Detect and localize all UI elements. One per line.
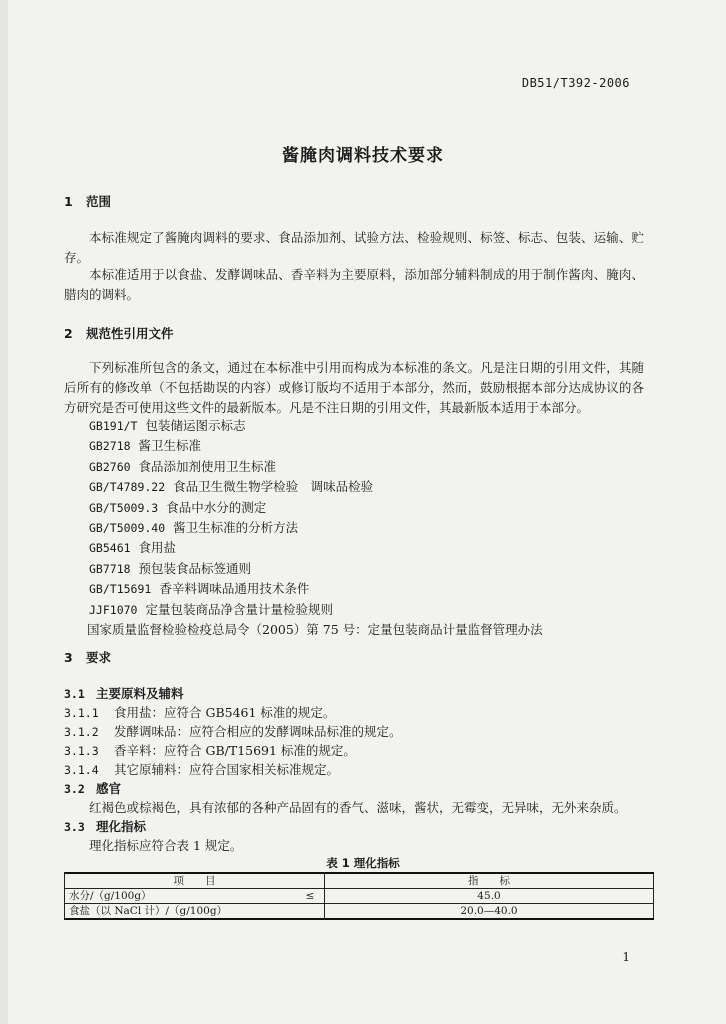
section-title: 要求 (86, 650, 112, 665)
reference-name: 食品中水分的测定 (166, 499, 267, 515)
reference-list (89, 416, 543, 640)
reference-name: 食用盐 (138, 540, 177, 556)
row-symbol: ≤ (296, 889, 325, 904)
table-header-row (65, 873, 654, 889)
clause-number: 3.1.1 (64, 706, 99, 720)
subsection-title: 感官 (96, 781, 122, 796)
section-1-heading (64, 192, 111, 210)
reference-item (89, 436, 543, 456)
reference-name: 国家质量监督检验检疫总局令（2005）第 75 号：定量包装商品计量监督管理办法 (87, 622, 543, 638)
scope-paragraph-1: 本标准规定了酱腌肉调料的要求、食品添加剂、试验方法、检验规则、标签、标志、包装、运输、贮存。 (64, 230, 644, 265)
subsection-3-2 (64, 779, 121, 797)
subsection-3-1 (64, 684, 184, 702)
page-number: 1 (622, 950, 630, 964)
reference-code: GB/T15691 (89, 582, 152, 597)
table-row (65, 904, 654, 920)
reference-item (89, 498, 543, 518)
reference-item (89, 416, 543, 436)
section-number: 3 (64, 650, 73, 665)
header-value: 指 标 (325, 873, 654, 889)
clause-number: 3.1.3 (64, 744, 99, 758)
clause-text: 食用盐：应符合 GB5461 标准的规定。 (114, 705, 336, 720)
references-intro: 下列标准所包含的条文，通过在本标准中引用而构成为本标准的条文。凡是注日期的引用文件，其随后所有的修改单（不包括勘误的内容）或修订版均不适用于本部分，然而，鼓励根据本部分达成协议的各方研究是否可使用这些文件的最新版本。凡是不注日期的引用文件，其最新版本适用于本部分。 (64, 360, 644, 415)
reference-item (89, 477, 543, 497)
clause-text: 发酵调味品：应符合相应的发酵调味品标准的规定。 (114, 724, 402, 739)
section-2-heading (64, 324, 174, 342)
reference-code: GB191/T (89, 419, 138, 433)
subsection-number: 3.3 (64, 820, 85, 834)
reference-name: 酱卫生标准 (138, 438, 202, 454)
reference-item (89, 457, 543, 477)
row-symbol (296, 904, 325, 920)
section-title: 规范性引用文件 (86, 326, 174, 341)
reference-code: GB5461 (89, 541, 131, 556)
section-title: 范围 (86, 194, 112, 209)
reference-name: 酱卫生标准的分析方法 (173, 520, 299, 536)
scope-paragraph-2: 本标准适用于以食盐、发酵调味品、香辛料为主要原料，添加部分辅料制成的用于制作酱肉、腌肉、腊肉的调料。 (64, 267, 644, 302)
section-number: 2 (64, 326, 73, 341)
reference-item (89, 579, 543, 599)
subsection-title: 主要原料及辅料 (96, 686, 184, 701)
reference-code: GB7718 (89, 561, 131, 576)
reference-name: 定量包装商品净含量计量检验规则 (145, 601, 333, 617)
reference-code: GB/T5009.3 (89, 500, 159, 515)
table-row (65, 889, 654, 904)
table-caption: 表 1 理化指标 (326, 856, 400, 870)
reference-code: GB/T4789.22 (89, 480, 166, 495)
section-number: 1 (64, 194, 73, 209)
reference-name: 食品卫生微生物学检验 调味品检验 (173, 479, 374, 495)
row-value: 45.0 (325, 889, 654, 904)
sensory-text: 红褐色或棕褐色，具有浓郁的各种产品固有的香气、滋味，酱状，无霉变，无异味，无外来杂质。 (89, 800, 627, 815)
subsection-number: 3.1 (64, 687, 85, 701)
subsection-title: 理化指标 (96, 819, 147, 834)
reference-item (89, 518, 543, 538)
reference-name: 食品添加剂使用卫生标准 (138, 458, 277, 474)
phys-chem-table (64, 872, 654, 920)
clause-3-1-4 (64, 760, 339, 778)
subsection-3-3 (64, 817, 146, 835)
reference-code: JJF1070 (89, 602, 138, 617)
reference-item (89, 559, 543, 579)
section-3-heading (64, 648, 111, 666)
reference-name: 预包装食品标签通则 (138, 560, 252, 576)
reference-code: GB2718 (89, 439, 131, 454)
clause-number: 3.1.2 (64, 725, 99, 739)
row-value: 20.0—40.0 (325, 904, 654, 920)
clause-text: 香辛料：应符合 GB/T15691 标准的规定。 (114, 743, 356, 758)
row-item: 水分/（g/100g） (65, 889, 297, 904)
document-title: 酱腌肉调料技术要求 (282, 146, 444, 166)
reference-item (87, 620, 543, 640)
clause-3-1-1 (64, 703, 335, 721)
clause-text: 其它原辅料：应符合国家相关标准规定。 (114, 762, 340, 777)
reference-item (89, 600, 543, 620)
row-item: 食盐（以 NaCl 计）/（g/100g） (65, 904, 297, 920)
clause-number: 3.1.4 (64, 763, 99, 777)
clause-3-1-2 (64, 722, 402, 740)
reference-item (89, 538, 543, 558)
clause-3-1-3 (64, 741, 356, 759)
reference-name: 香辛料调味品通用技术条件 (159, 581, 310, 597)
reference-code: GB2760 (89, 459, 131, 474)
reference-name: 包装储运图示标志 (145, 418, 246, 433)
standard-code: DB51/T392-2006 (521, 76, 630, 90)
phys-intro-text: 理化指标应符合表 1 规定。 (89, 838, 243, 853)
reference-code: GB/T5009.40 (89, 521, 166, 536)
header-item: 项 目 (65, 873, 325, 889)
subsection-number: 3.2 (64, 782, 85, 796)
